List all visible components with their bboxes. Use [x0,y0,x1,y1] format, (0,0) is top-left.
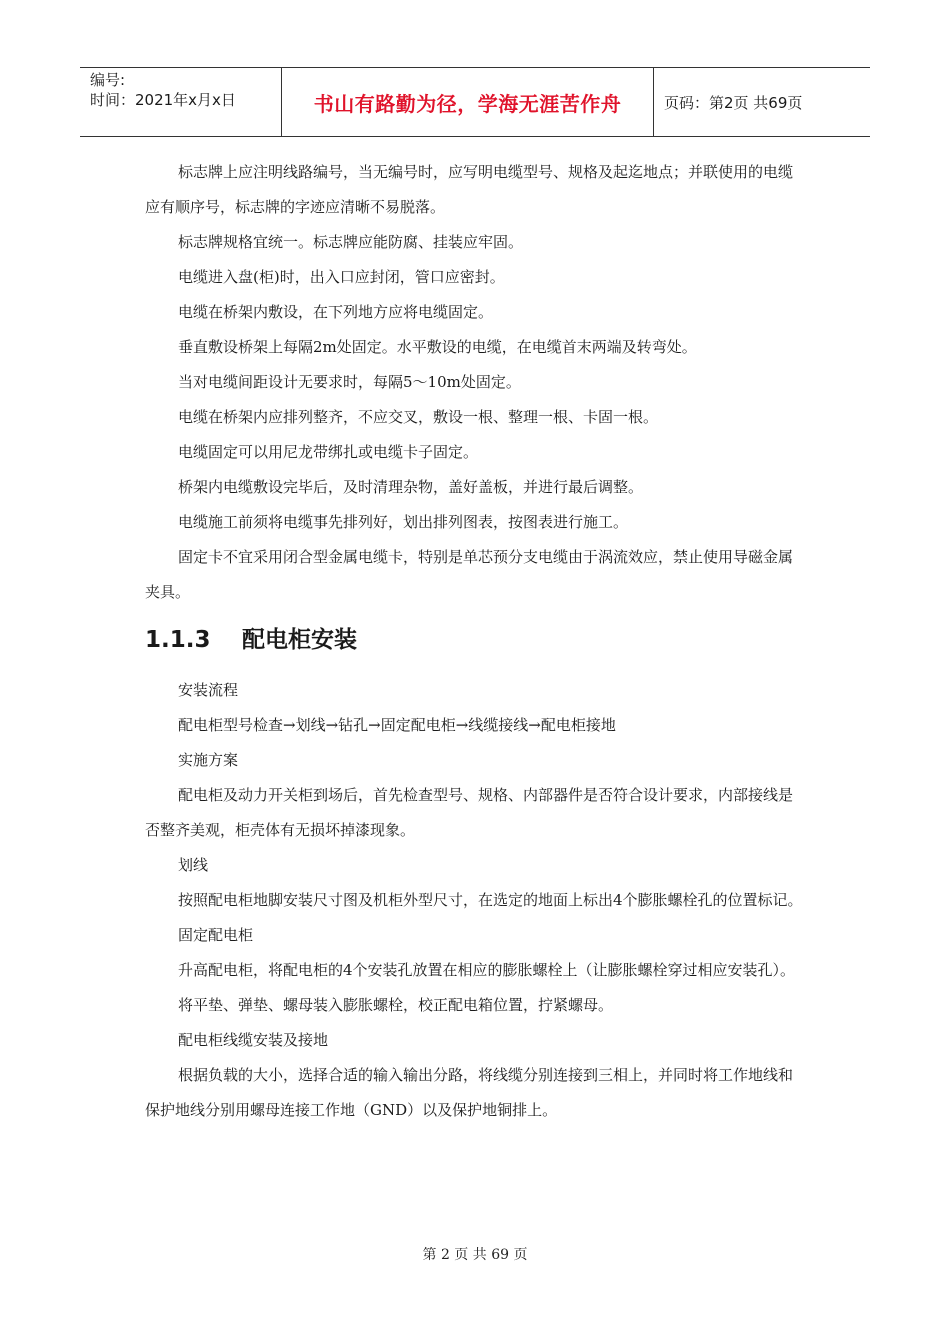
subheading: 固定配电柜 [178,926,254,944]
header-page-info: 页码：第2页 共69页 [664,93,803,112]
subheading: 实施方案 [178,751,239,769]
section-number: 1.1.3 [145,627,211,653]
paragraph: 按照配电柜地脚安装尺寸图及机柜外型尺寸，在选定的地面上标出4个膨胀螺栓孔的位置标记。 [178,891,803,909]
paragraph: 标志牌上应注明线路编号，当无编号时，应写明电缆型号、规格及起迄地点；并联使用的电缆应有顺序号，标志牌的字迹应清晰不易脱落。 [145,163,794,216]
page-footer: 第 2 页 共 69 页 [422,1247,528,1263]
page-header [80,67,870,137]
paragraph: 电缆进入盘(柜)时，出入口应封闭，管口应密封。 [178,268,505,286]
paragraph: 电缆在桥架内应排列整齐，不应交叉，敷设一根、整理一根、卡固一根。 [178,408,659,426]
paragraph: 当对电缆间距设计无要求时，每隔5～10m处固定。 [178,373,521,391]
paragraph: 升高配电柜，将配电柜的4个安装孔放置在相应的膨胀螺栓上（让膨胀螺栓穿过相应安装孔）。 [178,961,796,979]
section-title: 配电柜安装 [242,627,357,653]
header-motto: 书山有路勤为径，学海无涯苦作舟 [282,68,654,136]
document-body [145,155,807,1128]
paragraph: 根据负载的大小，选择合适的输入输出分路，将线缆分别连接到三相上，并同时将工作地线和保护地线分别用螺母连接工作地（GND）以及保护地铜排上。 [145,1066,794,1119]
paragraph: 将平垫、弹垫、螺母装入膨胀螺栓，校正配电箱位置，拧紧螺母。 [178,996,614,1014]
subheading: 划线 [178,856,209,874]
section-heading [145,619,807,661]
paragraph: 电缆固定可以用尼龙带绑扎或电缆卡子固定。 [178,443,479,461]
paragraph: 标志牌规格宜统一。标志牌应能防腐、挂装应牢固。 [178,233,524,251]
subheading: 配电柜线缆安装及接地 [178,1031,329,1049]
subheading: 安装流程 [178,681,239,699]
paragraph: 配电柜型号检查→划线→钻孔→固定配电柜→线缆接线→配电柜接地 [178,716,616,734]
paragraph: 垂直敷设桥架上每隔2m处固定。水平敷设的电缆，在电缆首末两端及转弯处。 [178,338,697,356]
paragraph: 电缆施工前须将电缆事先排列好，划出排列图表，按图表进行施工。 [178,513,629,531]
paragraph: 电缆在桥架内敷设，在下列地方应将电缆固定。 [178,303,494,321]
paragraph: 固定卡不宜采用闭合型金属电缆卡，特别是单芯预分支电缆由于涡流效应，禁止使用导磁金属夹具。 [145,548,794,601]
paragraph: 配电柜及动力开关柜到场后，首先检查型号、规格、内部器件是否符合设计要求，内部接线是否整齐美观，柜壳体有无损坏掉漆现象。 [145,786,794,839]
header-meta [80,68,282,136]
paragraph: 桥架内电缆敷设完毕后，及时清理杂物，盖好盖板，并进行最后调整。 [178,478,644,496]
document-date: 时间：2021年x月x日 [90,91,236,109]
document-number-label: 编号: [90,71,126,89]
